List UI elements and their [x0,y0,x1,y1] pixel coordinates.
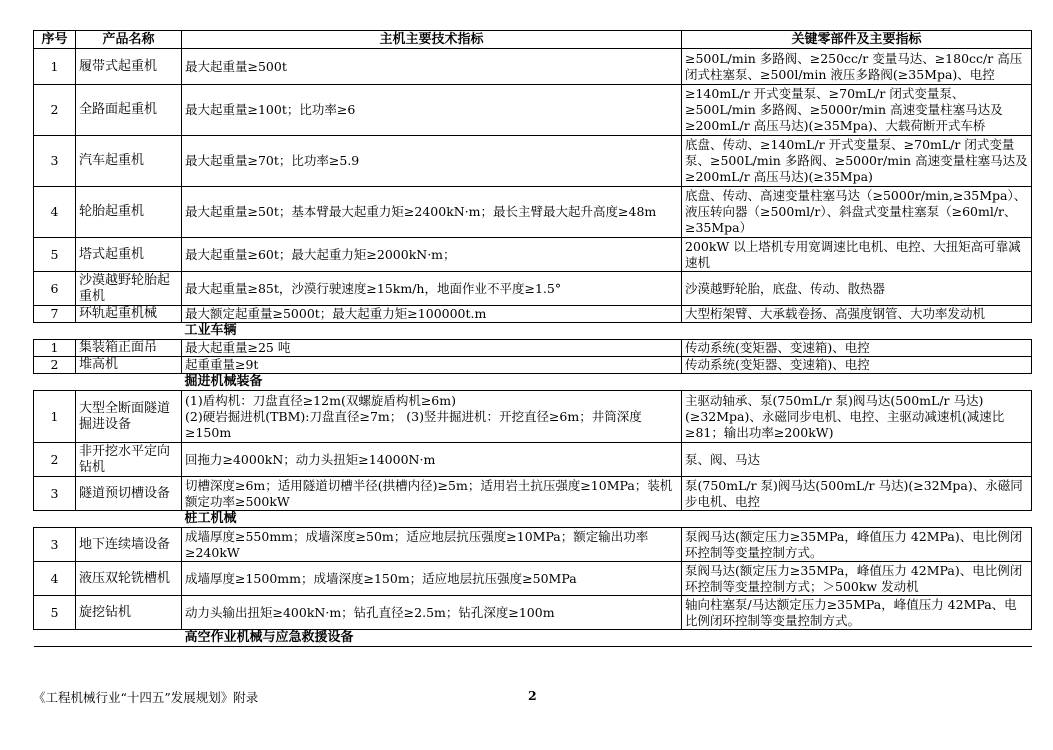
section-title: 桩工机械 [182,511,1032,528]
section-spacer [34,511,182,528]
main-spec: (1)盾构机：刀盘直径≥12m(双螺旋盾构机≥6m) (2)硬岩掘进机(TBM):刀盘直径≥7m； (3)竖井掘进机：开挖直径≥6m；井筒深度≥150m [182,391,682,443]
row-number: 2 [34,357,76,374]
table-row [34,596,1032,630]
table-row [34,49,1032,85]
section-spacer [34,323,182,340]
table-row [34,136,1032,187]
key-parts: ≥500L/min 多路阀、≥250cc/r 变量马达、≥180cc/r 高压闭式柱塞泵、≥500l/min 液压多路阀(≥35Mpa)、电控 [682,49,1032,85]
row-number: 6 [34,272,76,306]
main-spec: 最大起重量≥100t；比功率≥6 [182,85,682,136]
key-parts: 泵阀马达(额定压力≥35MPa，峰值压力 42MPa)、电比例闭环控制等变量控制方式；＞500kw 发动机 [682,562,1032,596]
table-row [34,391,1032,443]
row-number: 1 [34,391,76,443]
key-parts: ≥140mL/r 开式变量泵、≥70mL/r 闭式变量泵、≥500L/min 多路阀、≥5000r/min 高速变量柱塞马达及≥200mL/r 高压马达)(≥35Mpa)、大载荷断开式车桥 [682,85,1032,136]
key-parts: 底盘、传动、≥140mL/r 开式变量泵、≥70mL/r 闭式变量泵、≥500L/min 多路阀、≥5000r/min 高速变量柱塞马达及≥200mL/r 高压马达)(≥35Mpa) [682,136,1032,187]
product-name: 液压双轮铣槽机 [76,562,182,596]
table-row [34,272,1032,306]
key-parts: 主驱动轴承、泵(750mL/r 泵)阀马达(500mL/r 马达)(≥32Mpa)、永磁同步电机、电控、主驱动减速机(减速比≥81；输出功率≥200kW) [682,391,1032,443]
main-spec: 最大起重量≥25 吨 [182,340,682,357]
row-number: 3 [34,528,76,562]
table-row [34,340,1032,357]
main-spec: 最大起重量≥50t；基本臂最大起重力矩≥2400kN·m；最长主臂最大起升高度≥48m [182,187,682,238]
main-spec: 最大起重量≥500t [182,49,682,85]
product-name: 环轨起重机械 [76,306,182,323]
table-row [34,306,1032,323]
product-name: 大型全断面隧道掘进设备 [76,391,182,443]
section-title: 工业车辆 [182,323,1032,340]
footer-doc-title: 《工程机械行业“十四五”发展规划》附录 [33,690,259,705]
row-number: 5 [34,238,76,272]
main-spec: 切槽深度≥6m；适用隧道切槽半径(拱槽内径)≥5m；适用岩土抗压强度≥10MPa；装机额定功率≥500kW [182,477,682,511]
table-row [34,187,1032,238]
table-row [34,443,1032,477]
product-name: 塔式起重机 [76,238,182,272]
table-row [34,528,1032,562]
row-number: 2 [34,85,76,136]
row-number: 4 [34,187,76,238]
row-number: 3 [34,477,76,511]
product-name: 地下连续墙设备 [76,528,182,562]
header-name: 产品名称 [76,31,182,49]
header-parts: 关键零部件及主要指标 [682,31,1032,49]
section-title: 高空作业机械与应急救援设备 [182,630,1032,647]
row-number: 2 [34,443,76,477]
key-parts: 200kW 以上塔机专用宽调速比电机、电控、大扭矩高可靠减速机 [682,238,1032,272]
section-title: 掘进机械装备 [182,374,1032,391]
main-spec: 起重重量≥9t [182,357,682,374]
product-name: 轮胎起重机 [76,187,182,238]
main-spec: 最大起重量≥85t，沙漠行驶速度≥15km/h，地面作业不平度≥1.5° [182,272,682,306]
key-parts: 泵(750mL/r 泵)阀马达(500mL/r 马达)(≥32Mpa)、永磁同步电机、电控 [682,477,1032,511]
product-name: 堆高机 [76,357,182,374]
key-parts: 大型桁架臂、大承载卷扬、高强度钢管、大功率发动机 [682,306,1032,323]
key-parts: 底盘、传动、高速变量柱塞马达（≥5000r/min,≥35Mpa）、液压转向器（≥500ml/r）、斜盘式变量柱塞泵（≥60ml/r、≥35Mpa） [682,187,1032,238]
row-number: 4 [34,562,76,596]
product-name: 履带式起重机 [76,49,182,85]
header-spec: 主机主要技术指标 [182,31,682,49]
table-row [34,85,1032,136]
main-spec: 最大起重量≥70t；比功率≥5.9 [182,136,682,187]
product-name: 汽车起重机 [76,136,182,187]
main-spec: 成墙厚度≥550mm；成墙深度≥50m；适应地层抗压强度≥10MPa；额定输出功率≥240kW [182,528,682,562]
product-name: 隧道预切槽设备 [76,477,182,511]
main-spec: 最大起重量≥60t；最大起重力矩≥2000kN·m； [182,238,682,272]
row-number: 3 [34,136,76,187]
section-row [34,630,1032,647]
table-row [34,238,1032,272]
header-no: 序号 [34,31,76,49]
section-row [34,323,1032,340]
key-parts: 泵阀马达(额定压力≥35MPa，峰值压力 42MPa)、电比例闭环控制等变量控制方式。 [682,528,1032,562]
section-spacer [34,630,182,647]
row-number: 7 [34,306,76,323]
key-parts: 沙漠越野轮胎，底盘、传动、散热器 [682,272,1032,306]
key-parts: 泵、阀、马达 [682,443,1032,477]
main-spec: 成墙厚度≥1500mm；成墙深度≥150m；适应地层抗压强度≥50MPa [182,562,682,596]
product-name: 沙漠越野轮胎起重机 [76,272,182,306]
product-name: 旋挖钻机 [76,596,182,630]
row-number: 1 [34,49,76,85]
page-number: 2 [528,688,537,703]
row-number: 5 [34,596,76,630]
main-spec: 最大额定起重量≥5000t；最大起重力矩≥100000t.m [182,306,682,323]
product-name: 全路面起重机 [76,85,182,136]
key-parts: 传动系统(变矩器、变速箱)、电控 [682,340,1032,357]
table-row [34,357,1032,374]
product-name: 非开挖水平定向钻机 [76,443,182,477]
key-parts: 轴向柱塞泵/马达额定压力≥35MPa，峰值压力 42MPa、电比例闭环控制等变量控制方式。 [682,596,1032,630]
section-spacer [34,374,182,391]
product-name: 集装箱正面吊 [76,340,182,357]
spec-table [33,30,1032,647]
table-header-row [34,31,1032,49]
section-row [34,374,1032,391]
main-spec: 动力头输出扭矩≥400kN·m；钻孔直径≥2.5m；钻孔深度≥100m [182,596,682,630]
table-row [34,477,1032,511]
key-parts: 传动系统(变矩器、变速箱)、电控 [682,357,1032,374]
row-number: 1 [34,340,76,357]
table-body [34,49,1032,647]
document-page [33,30,1031,647]
table-row [34,562,1032,596]
main-spec: 回拖力≥4000kN；动力头扭矩≥14000N·m [182,443,682,477]
section-row [34,511,1032,528]
